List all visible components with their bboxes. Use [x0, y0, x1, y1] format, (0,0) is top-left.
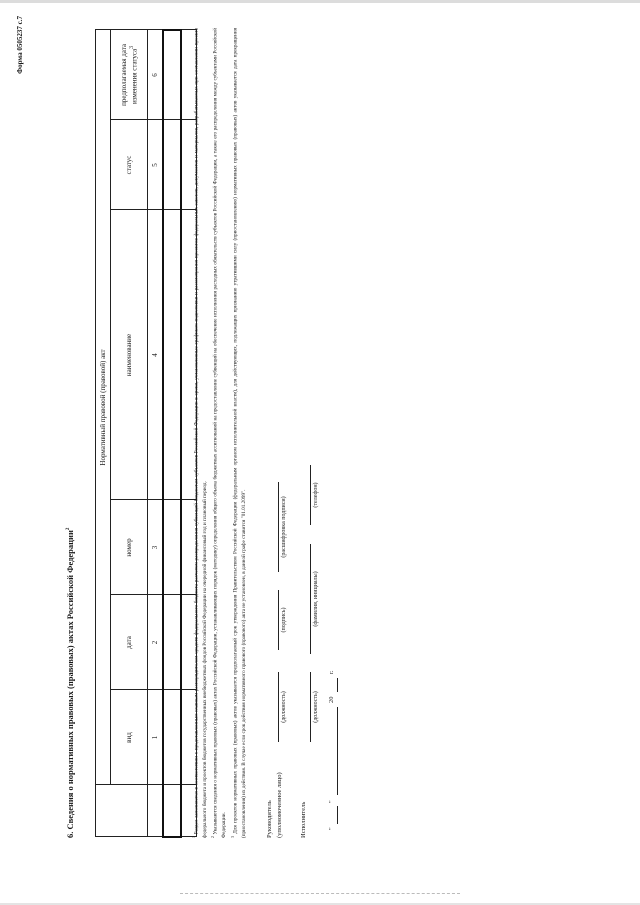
- table-row: [163, 30, 181, 837]
- col-num-6: 6: [148, 30, 164, 120]
- section-title-footnote-mark: 2: [66, 527, 72, 531]
- table-cell: [163, 785, 181, 837]
- table-number-row: [148, 30, 164, 837]
- executor-name-line: [310, 544, 311, 654]
- table-header-row: [96, 30, 111, 837]
- rotated-page: [10, 10, 630, 890]
- footnote-2: [209, 28, 228, 838]
- col-header-number: номер: [111, 500, 148, 595]
- col-num-1: 1: [148, 690, 164, 785]
- col-header-date: дата: [111, 595, 148, 690]
- footnote-3: [229, 28, 248, 838]
- table-cell: [163, 120, 181, 210]
- date-open-quote: ": [328, 827, 335, 830]
- section-title: [65, 528, 75, 838]
- table-cell: [163, 500, 181, 595]
- footnotes: [190, 28, 248, 838]
- table-cell: [163, 210, 181, 500]
- date-month-line: [337, 707, 338, 795]
- footnote-1: [190, 28, 209, 838]
- date-close-quote: ": [328, 800, 335, 803]
- col-num-2: 2: [148, 595, 164, 690]
- executor-label: Исполнитель: [300, 801, 307, 838]
- table-column-header-row: [111, 30, 148, 837]
- scan-edge-top: [0, 0, 640, 3]
- executor-name-caption: (фамилия, инициалы): [313, 571, 319, 627]
- table-corner-cell: [96, 785, 148, 837]
- footnote-mark: 2: [210, 836, 216, 838]
- executor-position-line: [310, 672, 311, 742]
- scan-dash-row: [180, 893, 460, 894]
- executor-phone-line: [310, 465, 311, 525]
- section-title-text: 6. Сведения о нормативных правовых (правовых) актах Российской Федерации: [65, 530, 75, 838]
- col-header-name: наименование: [111, 210, 148, 500]
- footnote-mark: 1: [191, 836, 196, 838]
- col-header-footnote-mark: 3: [128, 45, 135, 49]
- footnote-text: Указываются сведения о нормативных правовых (правовых) актах Российской Федерации, устанавливающих порядок (методику) определения общего объема бюджетных ассигнований на предоставление субвенций на обеспечение исполнения расходных обязательств субъектов Российской Федерации, а также его распределения между субъектами Российской Федерации.: [213, 27, 228, 838]
- head-decoding-caption: (расшифровка подписи): [281, 496, 287, 558]
- head-signature-caption: (подпись): [281, 607, 287, 633]
- col-header-type: вид: [111, 690, 148, 785]
- table-cell: [163, 595, 181, 690]
- head-position-caption: (должность): [281, 691, 287, 723]
- col-num-4: 4: [148, 210, 164, 500]
- acts-table: [95, 29, 197, 838]
- head-label: Руководитель: [266, 800, 273, 838]
- col-header-status-change-date-text: предполагаемая дата изменения статуса: [119, 44, 139, 106]
- head-position-line: [278, 672, 279, 742]
- col-header-status: статус: [111, 120, 148, 210]
- table-number-cell: [148, 785, 164, 837]
- executor-position-caption: (должность): [313, 691, 319, 723]
- date-year-line: [337, 678, 338, 692]
- date-day-line: [337, 806, 338, 824]
- executor-phone-caption: (телефон): [313, 482, 319, 508]
- table-cell: [163, 30, 181, 120]
- col-num-3: 3: [148, 500, 164, 595]
- head-sub-label: (уполномоченное лицо): [276, 772, 283, 838]
- date-year-suffix: г.: [328, 670, 335, 674]
- table-group-header: Нормативный правовой (правовой) акт: [96, 30, 111, 785]
- footnote-text: Для проектов нормативных правовых (правовых) актов указывается предполагаемый срок утверждения Правительством Российской Федерации (федеральным органом исполнительной власти), для действующих, подлежащих признанию утратившими силу (приостановлению) нормативных правовых (правовых) актов указывается дата прекращения (приостановления) их действия. В случае если срок действия нормативного правового (правового) акта не установлен, в данной графе ставится "01.01.2099".: [232, 28, 247, 838]
- footnote-mark: 3: [229, 836, 235, 838]
- table-cell: [163, 690, 181, 785]
- footnote-text: Раздел заполняется в соответствии с представленным главным распорядителем средств федерального бюджета расчетом распределения субвенций бюджетам субъектов Российской Федерации в сроки, установленные графиком подготовки и рассмотрения проектов федеральных законов, документов и материалов, разрабатываемых при составлении проекта федерального бюджета и проектов бюджетов государственных внебюджетных фондов Российской Федерации на очередной финансовый год и плановый период.: [193, 27, 209, 838]
- col-num-5: 5: [148, 120, 164, 210]
- date-year-prefix: 20: [328, 696, 335, 703]
- head-signature-line: [278, 590, 279, 650]
- col-header-status-change-date: [111, 30, 148, 120]
- form-code: Форма 0505237 с.7: [16, 16, 24, 74]
- head-decoding-line: [278, 482, 279, 572]
